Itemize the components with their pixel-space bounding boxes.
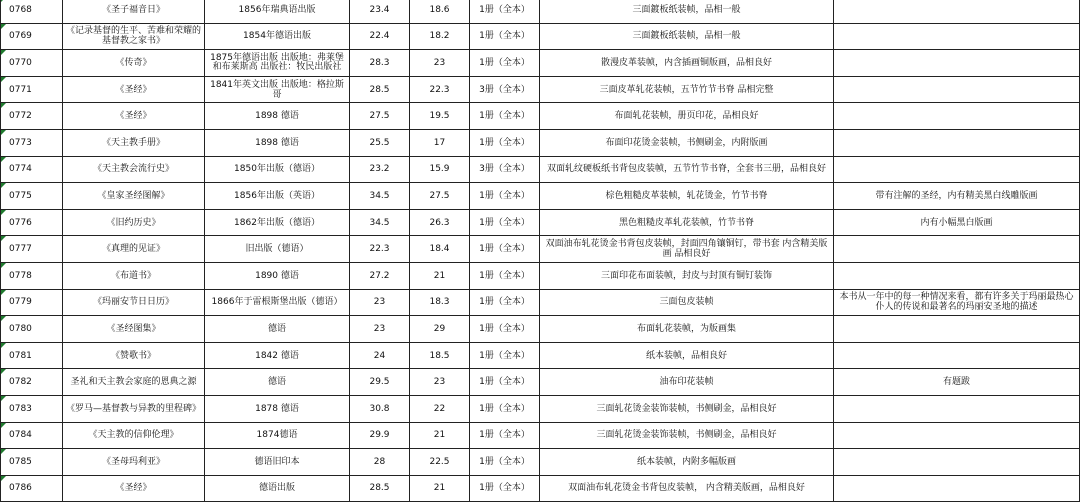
cell-height[interactable]: 19.5 [410,103,470,130]
cell-volumes[interactable]: 3册（全本） [470,156,540,183]
cell-volumes[interactable]: 1册（全本） [470,183,540,210]
cell-lot-number[interactable]: 0769 [1,23,63,50]
cell-title[interactable]: 《圣经图集》 [63,316,205,343]
cell-title[interactable]: 《皇家圣经图解》 [63,183,205,210]
table-row [1,475,1080,502]
cell-edition[interactable]: 1878 德语 [205,395,350,422]
cell-width[interactable]: 23.4 [350,0,410,23]
cell-height[interactable]: 21 [410,262,470,289]
cell-binding[interactable]: 布面轧花装帧，册页印花，品相良好 [540,103,834,130]
cell-height[interactable]: 17 [410,129,470,156]
cell-width[interactable]: 25.5 [350,129,410,156]
cell-width[interactable]: 23 [350,289,410,316]
cell-edition[interactable]: 德语 [205,369,350,396]
cell-edition[interactable]: 1875年德语出版 出版地：弗莱堡和布莱斯高 出版社：牧民出版社 [205,50,350,77]
cell-lot-number[interactable]: 0786 [1,475,63,502]
cell-title[interactable]: 《旧约历史》 [63,209,205,236]
cell-volumes[interactable]: 1册（全本） [470,209,540,236]
cell-lot-number[interactable]: 0779 [1,289,63,316]
cell-width[interactable]: 24 [350,342,410,369]
cell-width[interactable]: 23.2 [350,156,410,183]
cell-lot-number[interactable]: 0780 [1,316,63,343]
cell-volumes[interactable]: 1册（全本） [470,342,540,369]
cell-width[interactable]: 30.8 [350,395,410,422]
table-row [1,103,1080,130]
cell-width[interactable]: 23 [350,316,410,343]
cell-volumes[interactable]: 3册（全本） [470,76,540,103]
cell-binding[interactable]: 双面轧纹硬板纸书背包皮装帧，五节竹节书脊，全套书三册，品相良好 [540,156,834,183]
cell-edition[interactable]: 旧出版（德语） [205,236,350,263]
cell-height[interactable]: 15.9 [410,156,470,183]
table-row [1,342,1080,369]
cell-volumes[interactable]: 1册（全本） [470,449,540,476]
cell-width[interactable]: 22.3 [350,236,410,263]
table-row [1,289,1080,316]
cell-binding[interactable]: 棕色粗糙皮革装帧，轧花烫金，竹节书脊 [540,183,834,210]
table-row [1,183,1080,210]
cell-volumes[interactable]: 1册（全本） [470,103,540,130]
cell-height[interactable]: 18.6 [410,0,470,23]
cell-volumes[interactable]: 1册（全本） [470,129,540,156]
cell-binding[interactable]: 纸本装帧，品相良好 [540,342,834,369]
cell-edition[interactable]: 1856年瑞典语出版 [205,0,350,23]
cell-volumes[interactable]: 1册（全本） [470,316,540,343]
cell-edition[interactable]: 1842 德语 [205,342,350,369]
cell-edition[interactable]: 1850年出版（德语） [205,156,350,183]
cell-note[interactable] [834,342,1080,369]
cell-title[interactable]: 《圣经》 [63,103,205,130]
cell-width[interactable]: 28.3 [350,50,410,77]
cell-note[interactable] [834,262,1080,289]
cell-edition[interactable]: 1854年德语出版 [205,23,350,50]
cell-binding[interactable]: 布面印花烫金装帧，书侧刷金，内附版画 [540,129,834,156]
cell-height[interactable]: 21 [410,475,470,502]
cell-edition[interactable]: 1862年出版（德语） [205,209,350,236]
cell-edition[interactable]: 1898 德语 [205,103,350,130]
cell-title[interactable]: 《圣经》 [63,475,205,502]
cell-binding[interactable]: 纸本装帧，内附多幅版画 [540,449,834,476]
cell-title[interactable]: 《布道书》 [63,262,205,289]
cell-height[interactable]: 22.3 [410,76,470,103]
cell-volumes[interactable]: 1册（全本） [470,50,540,77]
cell-lot-number[interactable]: 0771 [1,76,63,103]
cell-title[interactable]: 《圣经》 [63,76,205,103]
table-row [1,262,1080,289]
cell-note[interactable] [834,50,1080,77]
cell-binding[interactable]: 三面皮革轧花装帧，五节竹节书脊 品相完整 [540,76,834,103]
cell-volumes[interactable]: 1册（全本） [470,0,540,23]
cell-volumes[interactable]: 1册（全本） [470,475,540,502]
cell-note[interactable] [834,395,1080,422]
table-row [1,76,1080,103]
table-row [1,156,1080,183]
cell-lot-number[interactable]: 0775 [1,183,63,210]
cell-edition[interactable]: 1841年英文出版 出版地：格拉斯哥 [205,76,350,103]
cell-width[interactable]: 29.5 [350,369,410,396]
cell-title[interactable]: 《圣母玛利亚》 [63,449,205,476]
cell-lot-number[interactable]: 0773 [1,129,63,156]
cell-note[interactable] [834,449,1080,476]
cell-note[interactable]: 本书从一年中的每一种情况来看，都有许多关于玛丽最热心仆人的传说和最著名的玛丽安圣地的描述 [834,289,1080,316]
cell-height[interactable]: 21 [410,422,470,449]
cell-note[interactable] [834,23,1080,50]
cell-lot-number[interactable]: 0781 [1,342,63,369]
cell-binding[interactable]: 三面印花布面装帧，封皮与封顶有铜钉装饰 [540,262,834,289]
cell-title[interactable]: 《天主教手册》 [63,129,205,156]
cell-lot-number[interactable]: 0783 [1,395,63,422]
cell-note[interactable] [834,156,1080,183]
cell-binding[interactable]: 油布印花装帧 [540,369,834,396]
cell-height[interactable]: 23 [410,369,470,396]
cell-volumes[interactable]: 1册（全本） [470,236,540,263]
cell-lot-number[interactable]: 0777 [1,236,63,263]
cell-title[interactable]: 《圣子福音日》 [63,0,205,23]
cell-lot-number[interactable]: 0782 [1,369,63,396]
cell-height[interactable]: 18.5 [410,342,470,369]
cell-edition[interactable]: 1890 德语 [205,262,350,289]
table-row [1,209,1080,236]
cell-width[interactable]: 34.5 [350,209,410,236]
cell-edition[interactable]: 1866年于雷根斯堡出版（德语） [205,289,350,316]
cell-edition[interactable]: 1856年出版（英语） [205,183,350,210]
cell-note[interactable] [834,475,1080,502]
cell-title[interactable]: 《赞歌书》 [63,342,205,369]
cell-note[interactable] [834,129,1080,156]
cell-note[interactable] [834,0,1080,23]
cell-title[interactable]: 圣礼和天主教会家庭的恩典之源 [63,369,205,396]
cell-binding[interactable]: 三面鍍板纸装帧，品相一般 [540,0,834,23]
cell-width[interactable]: 28.5 [350,76,410,103]
cell-edition[interactable]: 1898 德语 [205,129,350,156]
table-row [1,422,1080,449]
cell-note[interactable] [834,76,1080,103]
table-row [1,395,1080,422]
cell-height[interactable]: 18.2 [410,23,470,50]
cell-title[interactable]: 《真理的见证》 [63,236,205,263]
cell-lot-number[interactable]: 0772 [1,103,63,130]
cell-title[interactable]: 《天主教的信仰伦理》 [63,422,205,449]
cell-width[interactable]: 34.5 [350,183,410,210]
cell-volumes[interactable]: 1册（全本） [470,395,540,422]
cell-binding[interactable]: 双面油布轧花烫金书背包皮装帧， 内含精美版画，品相良好 [540,475,834,502]
cell-width[interactable]: 28.5 [350,475,410,502]
cell-binding[interactable]: 三面包皮装帧 [540,289,834,316]
cell-height[interactable]: 22 [410,395,470,422]
cell-height[interactable]: 29 [410,316,470,343]
cell-lot-number[interactable]: 0785 [1,449,63,476]
cell-height[interactable]: 27.5 [410,183,470,210]
cell-binding[interactable]: 散漫皮革装帧，内含插画铜版画，品相良好 [540,50,834,77]
cell-edition[interactable]: 德语旧印本 [205,449,350,476]
table-row [1,23,1080,50]
cell-title[interactable]: 《罗马—基督教与异教的里程碑》 [63,395,205,422]
cell-volumes[interactable]: 1册（全本） [470,262,540,289]
cell-width[interactable]: 28 [350,449,410,476]
cell-volumes[interactable]: 1册（全本） [470,422,540,449]
cell-height[interactable]: 18.3 [410,289,470,316]
cell-height[interactable]: 23 [410,50,470,77]
cell-volumes[interactable]: 1册（全本） [470,369,540,396]
cell-binding[interactable]: 三面轧花烫金装饰装帧，书侧刷金，品相良好 [540,422,834,449]
cell-title[interactable]: 《玛丽安节日日历》 [63,289,205,316]
cell-note[interactable] [834,103,1080,130]
cell-title[interactable]: 《传奇》 [63,50,205,77]
table-row [1,0,1080,23]
cell-note[interactable] [834,422,1080,449]
cell-title[interactable]: 《天主教会流行史》 [63,156,205,183]
cell-lot-number[interactable]: 0776 [1,209,63,236]
cell-title[interactable]: 《记录基督的生平、苦难和荣耀的基督教之家书》 [63,23,205,50]
cell-note[interactable]: 有题跋 [834,369,1080,396]
cell-volumes[interactable]: 1册（全本） [470,289,540,316]
cell-width[interactable]: 22.4 [350,23,410,50]
cell-height[interactable]: 26.3 [410,209,470,236]
cell-lot-number[interactable]: 0784 [1,422,63,449]
table-row [1,50,1080,77]
table-row [1,316,1080,343]
cell-lot-number[interactable]: 0770 [1,50,63,77]
cell-note[interactable]: 带有注解的圣经，内有精美黑白线雕版画 [834,183,1080,210]
cell-width[interactable]: 27.5 [350,103,410,130]
cell-binding[interactable]: 双面油布轧花烫金书背包皮装帧，封面四角镶铜钉，带书套 内含精美版画 品相良好 [540,236,834,263]
cell-height[interactable]: 18.4 [410,236,470,263]
cell-binding[interactable]: 三面鍍板纸装帧，品相一般 [540,23,834,50]
cell-edition[interactable]: 德语出版 [205,475,350,502]
cell-binding[interactable]: 布面轧花装帧，为版画集 [540,316,834,343]
cell-lot-number[interactable]: 0774 [1,156,63,183]
cell-width[interactable]: 29.9 [350,422,410,449]
table-row [1,129,1080,156]
cell-note[interactable] [834,236,1080,263]
cell-note[interactable] [834,316,1080,343]
cell-lot-number[interactable]: 0778 [1,262,63,289]
cell-width[interactable]: 27.2 [350,262,410,289]
table-row [1,449,1080,476]
cell-edition[interactable]: 德语 [205,316,350,343]
table-row [1,236,1080,263]
cell-edition[interactable]: 1874德语 [205,422,350,449]
cell-lot-number[interactable]: 0768 [1,0,63,23]
table-row [1,369,1080,396]
cell-binding[interactable]: 黑色粗糙皮革轧花装帧，竹节书脊 [540,209,834,236]
cell-height[interactable]: 22.5 [410,449,470,476]
cell-note[interactable]: 内有小幅黑白版画 [834,209,1080,236]
cell-binding[interactable]: 三面轧花烫金装饰装帧，书侧刷金，品相良好 [540,395,834,422]
cell-volumes[interactable]: 1册（全本） [470,23,540,50]
